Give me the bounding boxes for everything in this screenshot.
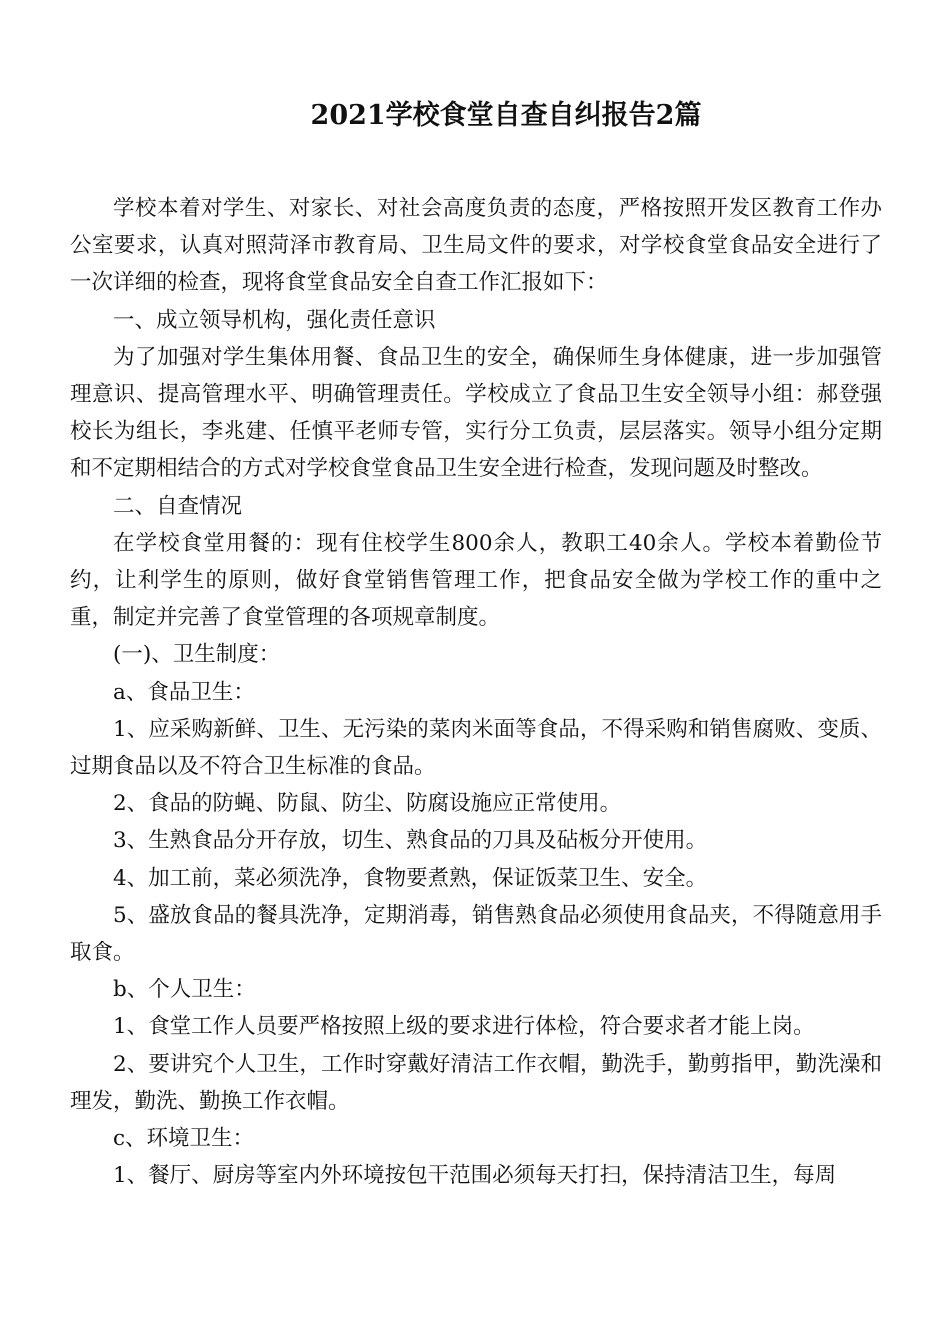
list-item: 1、餐厅、厨房等室内外环境按包干范围必须每天打扫，保持清洁卫生，每周 — [113, 1163, 837, 1189]
paragraph-leadership: 为了加强对学生集体用餐、食品卫生的安全，确保师生身体健康，进一步加强管理意识、提高管理水平、明确管理责任。学校成立了食品卫生安全领导小组：郝登强校长为组长，李兆建、任慎平老师专管，实行分工负责，层层落实。领导小组分定期和不定期相结合的方式对学校食堂食品卫生安全进行检查，发现问题及时整改。 — [70, 344, 882, 482]
list-item: 5、盛放食品的餐具洗净，定期消毒，销售熟食品必须使用食品夹，不得随意用手取食。 — [70, 902, 882, 966]
document-body — [70, 190, 882, 1194]
list-item: 1、食堂工作人员要严格按照上级的要求进行体检，符合要求者才能上岗。 — [113, 1014, 815, 1040]
list-item: 4、加工前，菜必须洗净，食物要煮熟，保证饭菜卫生、安全。 — [113, 865, 708, 891]
heading-food-hygiene: a、食品卫生： — [113, 679, 255, 705]
list-item: 2、要讲究个人卫生，工作时穿戴好清洁工作衣帽，勤洗手，勤剪指甲，勤洗澡和理发，勤洗、勤换工作衣帽。 — [70, 1051, 882, 1114]
heading-hygiene-rules: (一)、卫生制度： — [113, 642, 281, 668]
heading-personal-hygiene: b、个人卫生： — [113, 977, 256, 1003]
document-title: 2021学校食堂自查自纠报告2篇 — [310, 100, 702, 131]
document-page — [70, 96, 882, 1194]
paragraph-self-check: 在学校食堂用餐的：现有住校学生800余人，教职工40余人。学校本着勤俭节约，让利学生的原则，做好食堂销售管理工作，把食品安全做为学校工作的重中之重，制定并完善了食堂管理的各项规章制度。 — [70, 530, 882, 631]
list-item: 2、食品的防蝇、防鼠、防尘、防腐设施应正常使用。 — [113, 791, 622, 817]
heading-section-2: 二、自查情况 — [113, 493, 243, 519]
paragraph-intro: 学校本着对学生、对家长、对社会高度负责的态度，严格按照开发区教育工作办公室要求，认真对照菏泽市教育局、卫生局文件的要求，对学校食堂食品安全进行了一次详细的检查，现将食堂食品安全自查工作汇报如下： — [70, 196, 882, 296]
list-item: 1、应采购新鲜、卫生、无污染的菜肉米面等食品，不得采购和销售腐败、变质、过期食品以及不符合卫生标准的食品。 — [70, 716, 882, 780]
heading-section-1: 一、成立领导机构，强化责任意识 — [113, 307, 436, 333]
list-item: 3、生熟食品分开存放，切生、熟食品的刀具及砧板分开使用。 — [113, 828, 708, 854]
heading-environment-hygiene: c、环境卫生： — [113, 1126, 255, 1152]
